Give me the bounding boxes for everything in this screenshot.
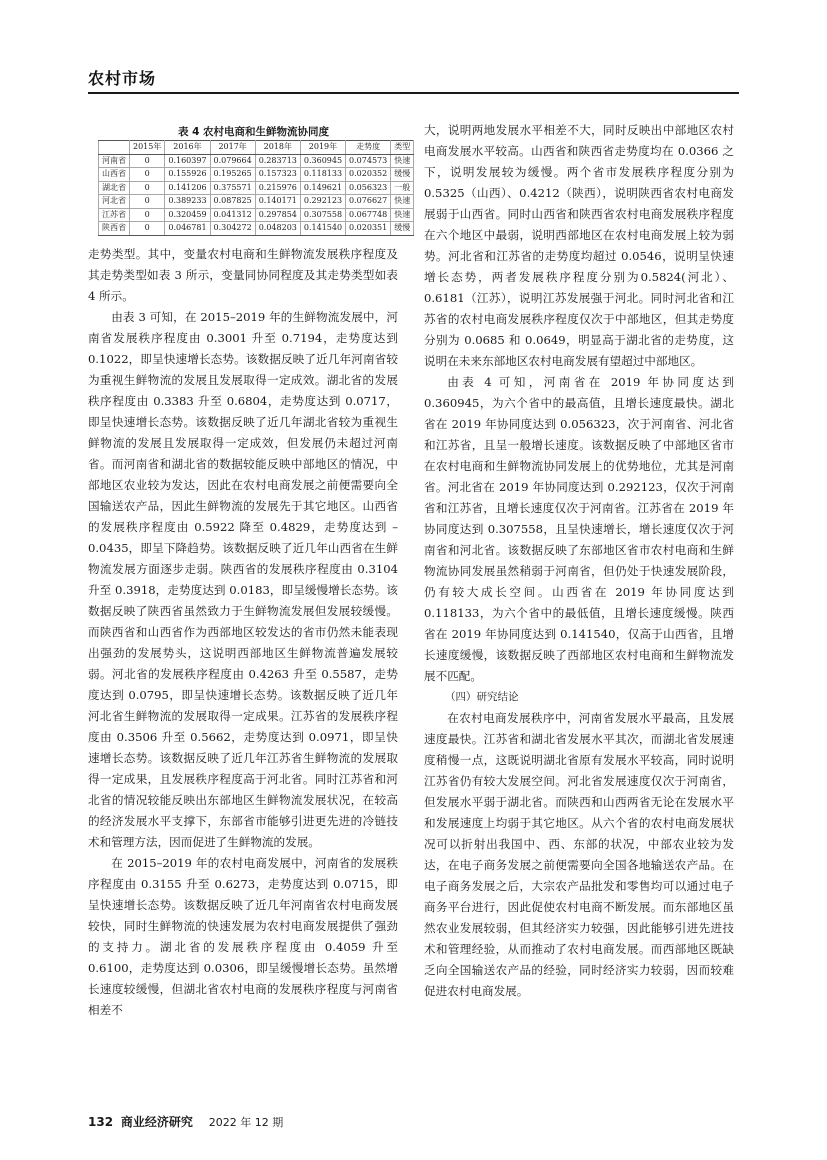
table-row-label: 山西省: [99, 168, 130, 182]
table-cell: 0.215976: [255, 181, 300, 195]
table-cell: 0.020352: [346, 168, 391, 182]
table-cell: 0: [130, 168, 165, 182]
table-cell: 0: [130, 154, 165, 168]
table-cell: 0.087825: [210, 195, 255, 209]
table-row: [99, 195, 414, 209]
table-cell: 0.307558: [300, 208, 345, 222]
table-cell: 0.141540: [300, 222, 345, 236]
table-header-cell: 类型: [391, 141, 414, 155]
table-cell: 0.389233: [165, 195, 210, 209]
table-cell: 0.140171: [255, 195, 300, 209]
table-cell: 0.292123: [300, 195, 345, 209]
table-row-label: 湖北省: [99, 181, 130, 195]
table-cell: 一般: [391, 181, 414, 195]
table-cell: 缓慢: [391, 222, 414, 236]
table-header-cell: 走势度: [346, 141, 391, 155]
right-paragraph-2: 由表 4 可知，河南省在 2019 年协同度达到 0.360945，为六个省中的最高值，且增长速度最快。湖北省在 2019 年协同度达到 0.056323，次于河南省、河北省和江苏省，且呈一般增长速度。该数据反映了中部地区省市在农村电商和生鲜物流协同发展上的优势地位，尤其是河南省。河北省在 2019 年协同度达到 0.292123，仅次于河南省和江苏省，且增长速度仅次于河南省。江苏省在 2019 年协同度达到 0.307558，且呈快速增长，增长速度仅次于河南省和河北省。该数据反映了东部地区省市农村电商和生鲜物流协同发展虽然稍弱于河南省，但仍处于快速发展阶段，仍有较大成长空间。山西省在 2019 年协同度达到 0.118133，为六个省中的最低值，且增长速度缓慢。陕西省在 2019 年协同度达到 0.141540，仅高于山西省，且增长速度缓慢，该数据反映了西部地区农村电商和生鲜物流发展不匹配。: [424, 375, 734, 683]
table-row-label: 陕西省: [99, 222, 130, 236]
left-paragraph-3: 在 2015–2019 年的农村电商发展中，河南省的发展秩序程度由 0.3155 升至 0.6273，走势度达到 0.0715，即呈快速增长态势。该数据反映了近几年河南省农村电商发展较快，同时生鲜物流的快速发展为农村电商发展提供了强劲的支持力。湖北省的发展秩序程度由 0.4059 升至 0.6100，走势度达到 0.0306，即呈缓慢增长态势。虽然增长速度较缓慢，但湖北省农村电商的发展秩序程度与河南省相差不: [88, 855, 398, 1017]
table-row-label: 河北省: [99, 195, 130, 209]
left-paragraph-2: 由表 3 可知，在 2015–2019 年的生鲜物流发展中，河南省发展秩序程度由 0.3001 升至 0.7194，走势度达到 0.1022，即呈快速增长态势。该数据反映了近几年河南省较为重视生鲜物流的发展且发展取得一定成效。湖北省的发展秩序程度由 0.3383 升至 0.6804，走势度达到 0.0717，即呈快速增长态势。该数据反映了近几年湖北省较为重视生鲜物流的发展且发展取得一定成效，但发展仍未超过河南省。而河南省和湖北省的数据较能反映中部地区的情况，中部地区农业较为发达，因此在农村电商发展之前便需要向全国输送农产品，因此生鲜物流的发展先于其它地区。山西省的发展秩序程度由 0.5922 降至 0.4829，走势度达到 –0.0435，即呈下降趋势。该数据反映了近几年山西省在生鲜物流发展方面逐步走弱。陕西省的发展秩序程度由 0.3104 升至 0.3918，走势度达到 0.0183，即呈缓慢增长态势。该数据反映了陕西省虽然致力于生鲜物流发展但发展较缓慢。而陕西省和山西省作为西部地区较发达的省市仍然未能表现出强劲的发展势头，这说明西部地区生鲜物流普遍发展较弱。河北省的发展秩序程度由 0.4263 升至 0.5587，走势度达到 0.0795，即呈快速增长态势。该数据反映了近几年河北省生鲜物流的发展取得一定成果。江苏省的发展秩序程度由 0.3506 升至 0.5662，走势度达到 0.0971，即呈快速增长态势。该数据反映了近几年江苏省生鲜物流的发展取得一定成果，且发展秩序程度高于河北省。同时江苏省和河北省的情况较能反映出东部地区生鲜物流发展状况，在较高的经济发展水平支撑下，东部省市能够引进更先进的冷链技术和管理方法，因而促进了生鲜物流的发展。: [88, 309, 398, 849]
table-cell: 0.360945: [300, 154, 345, 168]
running-header-title: 农村市场: [88, 69, 157, 88]
table-row: [99, 181, 414, 195]
header-rule: [88, 92, 739, 94]
conclusion-paragraph: 在农村电商发展秩序中，河南省发展水平最高，且发展速度最快。江苏省和湖北省发展水平其次，而湖北省发展速度稍慢一点，这既说明湖北省原有发展水平较高，同时说明江苏省仍有较大发展空间。河北省发展速度仅次于河南省，但发展水平弱于湖北省。而陕西和山西两省无论在发展水平和发展速度上均弱于其它地区。从六个省的农村电商发展状况可以折射出我国中、西、东部的状况，中部农业较为发达，在电子商务发展之前便需要向全国各地输送农产品。在电子商务发展之后，大宗农产品批发和零售均可以通过电子商务平台进行，因此促使农村电商不断发展。而东部地区虽然农业发展较弱，但其经济实力较强，因此能够引进先进技术和管理经验，从而推动了农村电商发展。而西部地区既缺乏向全国输送农产品的经验，同时经济实力较弱，因而较难促进农村电商发展。: [424, 711, 734, 998]
issue-label: 2022 年 12 期: [208, 1116, 284, 1129]
table-cell: 0: [130, 222, 165, 236]
table-row: [99, 154, 414, 168]
table-row: [99, 168, 414, 182]
table-header-cell: 2016年: [165, 141, 210, 155]
table-cell: 0.020351: [346, 222, 391, 236]
table-header-row: [99, 141, 414, 155]
table-block: [88, 124, 411, 236]
table-body: [99, 154, 414, 235]
table-cell: 0.079664: [210, 154, 255, 168]
table-caption: 表 4 农村电商和生鲜物流协同度: [177, 126, 330, 138]
table-cell: 0.195265: [210, 168, 255, 182]
page-number: 132: [88, 1115, 114, 1129]
table-cell: 快速: [391, 195, 414, 209]
coordination-table: [98, 140, 414, 236]
table-cell: 0.074573: [346, 154, 391, 168]
table-cell: 快速: [391, 154, 414, 168]
table-cell: 0.304272: [210, 222, 255, 236]
left-paragraph-1: 走势类型。其中，变量农村电商和生鲜物流发展秩序程度及其走势类型如表 3 所示，变量同协同程度及其走势类型如表 4 所示。: [88, 246, 398, 303]
table-cell: 0.067748: [346, 208, 391, 222]
table-cell: 0.375571: [210, 181, 255, 195]
table-cell: 0: [130, 208, 165, 222]
right-column: [424, 120, 734, 1002]
table-cell: 0.157323: [255, 168, 300, 182]
right-paragraph-1: 大，说明两地发展水平相差不大，同时反映出中部地区农村电商发展水平较高。山西省和陕西省走势度均在 0.0366 之下，说明发展较为缓慢。两个省市发展秩序程度分别为 0.5325（山西）、0.4212（陕西），说明陕西省农村电商发展弱于山西省。同时山西省和陕西省农村电商发展秩序程度在六个地区中最弱，说明西部地区在农村电商发展上较为弱势。河北省和江苏省的走势度均超过 0.0546，说明呈快速增长态势，两者发展秩序程度分别为0.5824(河北）、0.6181（江苏），说明江苏发展强于河北。同时河北省和江苏省的农村电商发展秩序程度仅次于中部地区，但其走势度分别为 0.0685 和 0.0649，明显高于湖北省的走势度，这说明在未来东部地区农村电商发展有望超过中部地区。: [424, 123, 734, 368]
table-cell: 0.320459: [165, 208, 210, 222]
table-cell: 0.118133: [300, 168, 345, 182]
table-header-cell: 2017年: [210, 141, 255, 155]
table-cell: 缓慢: [391, 168, 414, 182]
section-title: （四）研究结论: [445, 691, 519, 703]
table-cell: 0.141206: [165, 181, 210, 195]
left-column: [88, 124, 411, 1021]
table-cell: 快速: [391, 208, 414, 222]
table-cell: 0.076627: [346, 195, 391, 209]
table-cell: 0.155926: [165, 168, 210, 182]
table-cell: 0: [130, 181, 165, 195]
table-cell: 0.283713: [255, 154, 300, 168]
table-cell: 0.297854: [255, 208, 300, 222]
table-header-cell: 2018年: [255, 141, 300, 155]
table-cell: 0.056323: [346, 181, 391, 195]
table-row-label: 江苏省: [99, 208, 130, 222]
table-row: [99, 222, 414, 236]
table-cell: 0.149621: [300, 181, 345, 195]
table-cell: 0.046781: [165, 222, 210, 236]
page-footer: [88, 1113, 283, 1130]
table-cell: 0.041312: [210, 208, 255, 222]
table-header-cell: [99, 141, 130, 155]
table-cell: 0.160397: [165, 154, 210, 168]
table-cell: 0.048203: [255, 222, 300, 236]
table-cell: 0: [130, 195, 165, 209]
journal-name: 商业经济研究: [120, 1115, 193, 1129]
table-header-cell: 2015年: [130, 141, 165, 155]
table-row: [99, 208, 414, 222]
table-header-cell: 2019年: [300, 141, 345, 155]
table-row-label: 河南省: [99, 154, 130, 168]
